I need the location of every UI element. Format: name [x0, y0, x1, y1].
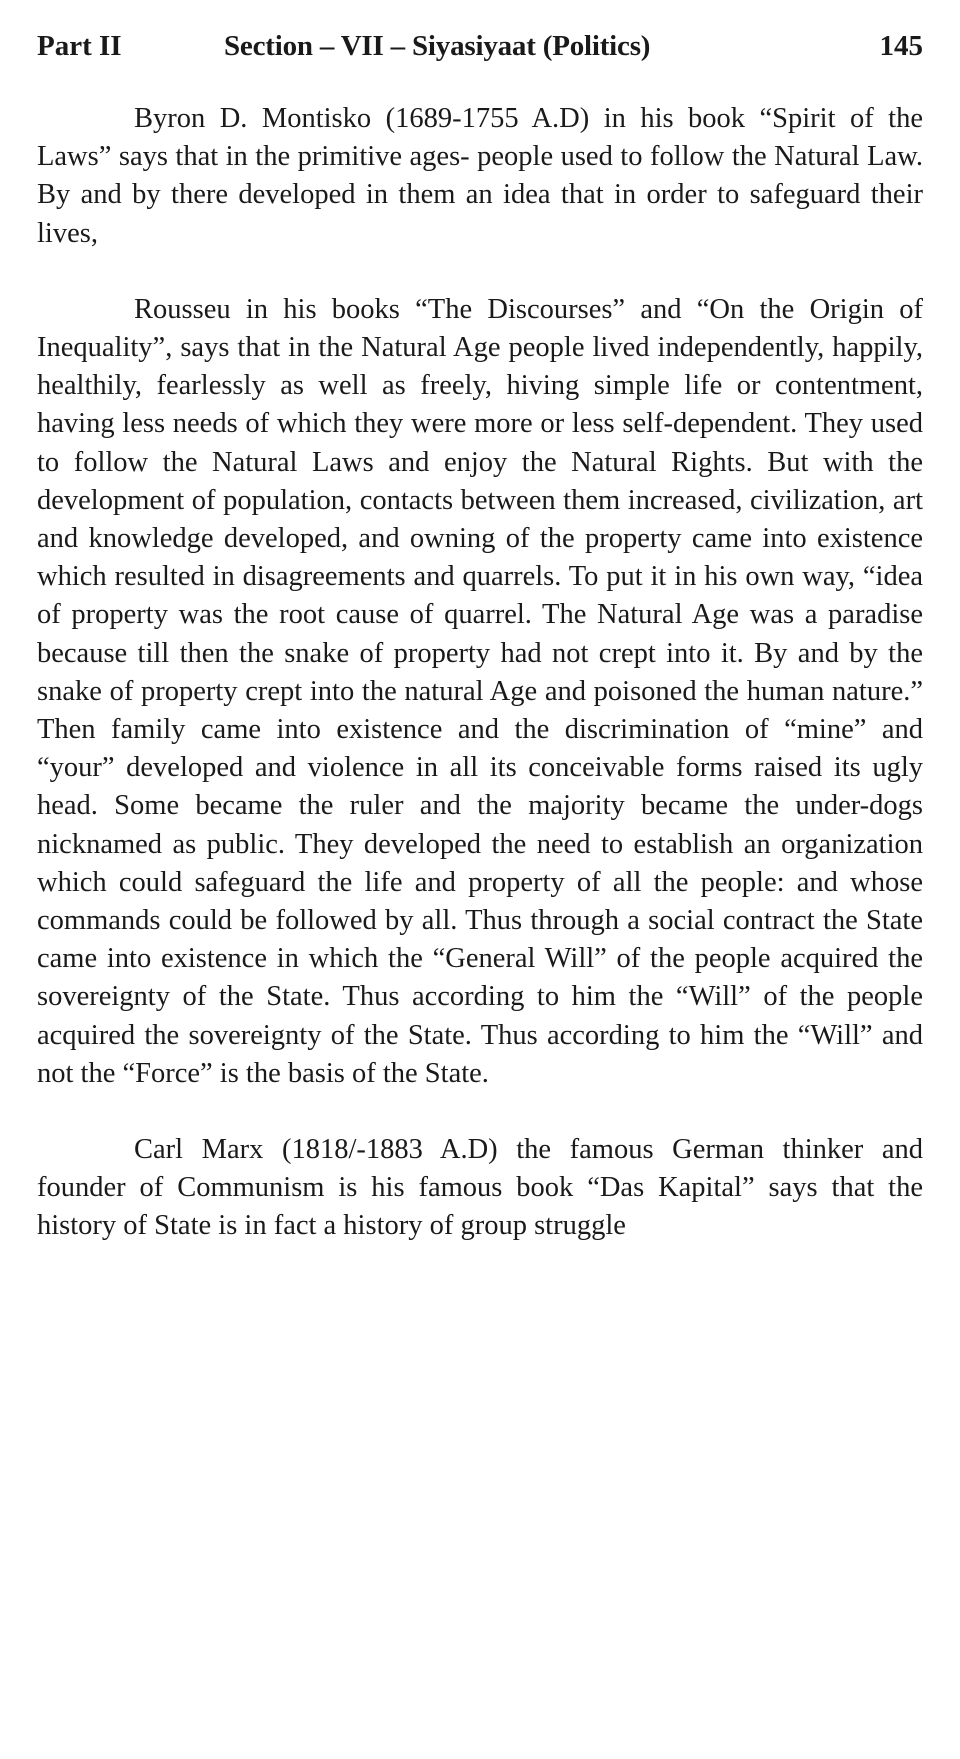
body-text: [37, 100, 923, 1284]
paragraph-marx: Carl Marx (1818/-1883 A.D) the famous German thinker and founder of Communism is his famous book “Das Kapital” says that the history of State is in fact a history of group struggle: [37, 1134, 923, 1242]
running-header: [37, 26, 923, 66]
header-part: Part II: [37, 30, 122, 62]
paragraph-montisko: Byron D. Montisko (1689-1755 A.D) in his book “Spirit of the Laws” says that in the primitive ages- people used to follow the Natural Law. By and by there developed in them an idea that in order to safeguard their lives,: [37, 103, 923, 249]
paragraph-rousseu: Rousseu in his books “The Discourses” and “On the Origin of Inequality”, says that in the Natural Age people lived independently, happily, healthily, fearlessly as well as freely, hiving simple life or contentment, having less needs of which they were more or less self-dependent. They used to follow the Natural Laws and enjoy the Natural Rights. But with the development of population, contacts between them increased, civilization, art and knowledge developed, and owning of the property came into existence which resulted in disagreements and quarrels. To put it in his own way, “idea of property was the root cause of quarrel. The Natural Age was a paradise because till then the snake of property had not crept into it. By and by the snake of property crept into the natural Age and poisoned the human nature.” Then family came into existence and the discrimination of “mine” and “your” developed and violence in all its conceivable forms raised its ugly head. Some became the ruler and the majority became the under-dogs nicknamed as public. They developed the need to establish an organization which could safeguard the life and property of all the people: and whose commands could be followed by all. Thus through a social contract the State came into existence in which the “General Will” of the people acquired the sovereignty of the State. Thus according to him the “Will” of the people acquired the sovereignty of the State. Thus according to him the “Will” and not the “Force” is the basis of the State.: [37, 293, 923, 1089]
header-section-title: Section – VII – Siyasiyaat (Politics): [224, 30, 651, 62]
page-number: 145: [879, 30, 923, 62]
